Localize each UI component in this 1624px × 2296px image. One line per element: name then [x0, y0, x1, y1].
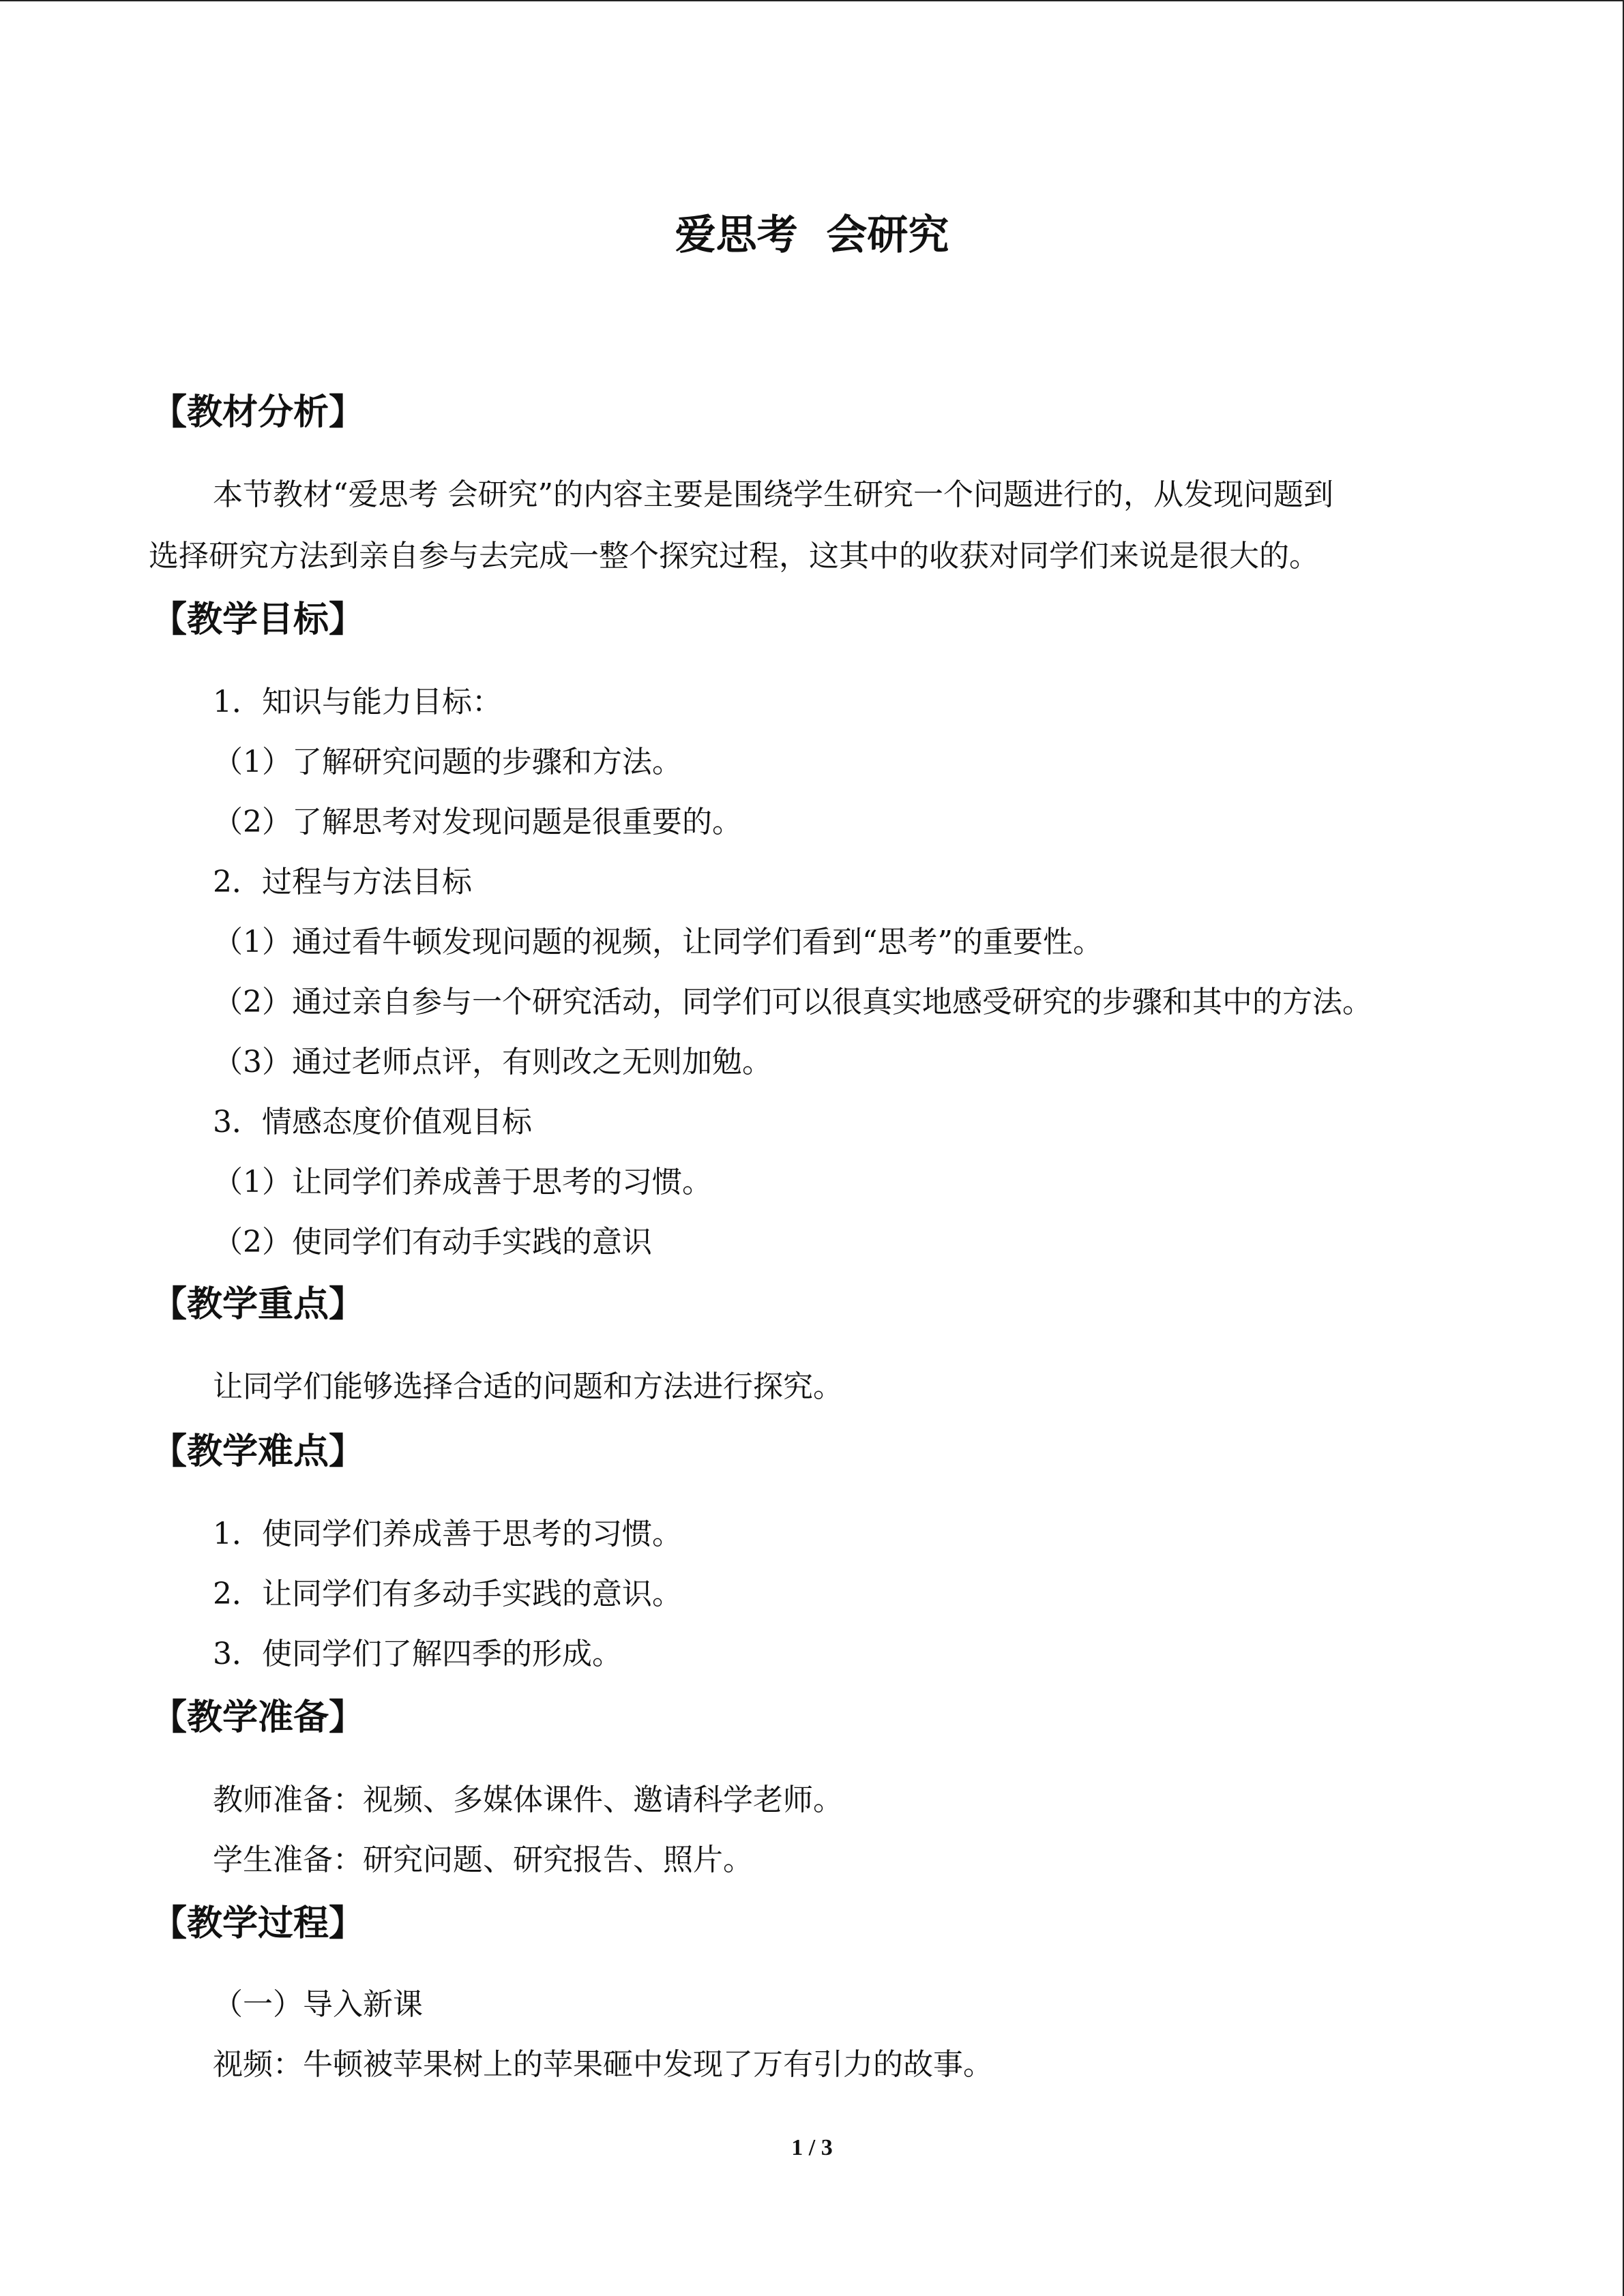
process-line-1: （一）导入新课	[213, 1987, 423, 2022]
goals-line-8: 3．情感态度价值观目标	[213, 1105, 532, 1139]
process-line-2: 视频：牛顿被苹果树上的苹果砸中发现了万有引力的故事。	[213, 2047, 993, 2082]
heading-preparation: 【教学准备】	[151, 1697, 365, 1738]
goals-line-5: （1）通过看牛顿发现问题的视频，让同学们看到“思考”的重要性。	[213, 925, 1103, 959]
goals-line-3: （2）了解思考对发现问题是很重要的。	[213, 805, 742, 839]
page-number: 1 / 3	[791, 2135, 833, 2160]
keypoints-line-1: 让同学们能够选择合适的问题和方法进行探究。	[213, 1369, 843, 1404]
goals-line-2: （1）了解研究问题的步骤和方法。	[213, 745, 682, 779]
document-title: 爱思考 会研究	[675, 211, 949, 259]
goals-line-6: （2）通过亲自参与一个研究活动，同学们可以很真实地感受研究的步骤和其中的方法。	[213, 985, 1372, 1019]
analysis-line-2: 选择研究方法到亲自参与去完成一整个探究过程，这其中的收获对同学们来说是很大的。	[149, 539, 1319, 573]
goals-line-4: 2．过程与方法目标	[213, 865, 472, 899]
heading-process: 【教学过程】	[151, 1903, 365, 1944]
preparation-line-2: 学生准备：研究问题、研究报告、照片。	[213, 1843, 753, 1877]
goals-line-7: （3）通过老师点评，有则改之无则加勉。	[213, 1045, 772, 1079]
difficulties-line-2: 2．让同学们有多动手实践的意识。	[213, 1577, 682, 1611]
analysis-line-1: 本节教材“爱思考 会研究”的内容主要是围绕学生研究一个问题进行的，从发现问题到	[213, 477, 1333, 512]
goals-line-9: （1）让同学们养成善于思考的习惯。	[213, 1165, 712, 1199]
heading-analysis: 【教材分析】	[151, 392, 365, 433]
preparation-line-1: 教师准备：视频、多媒体课件、邀请科学老师。	[213, 1783, 843, 1817]
goals-line-1: 1．知识与能力目标：	[213, 685, 502, 719]
difficulties-line-1: 1．使同学们养成善于思考的习惯。	[213, 1517, 682, 1551]
difficulties-line-3: 3．使同学们了解四季的形成。	[213, 1637, 622, 1671]
goals-line-10: （2）使同学们有动手实践的意识	[213, 1225, 652, 1259]
heading-difficulties: 【教学难点】	[151, 1431, 365, 1472]
heading-keypoints: 【教学重点】	[151, 1284, 365, 1325]
heading-goals: 【教学目标】	[151, 599, 365, 640]
